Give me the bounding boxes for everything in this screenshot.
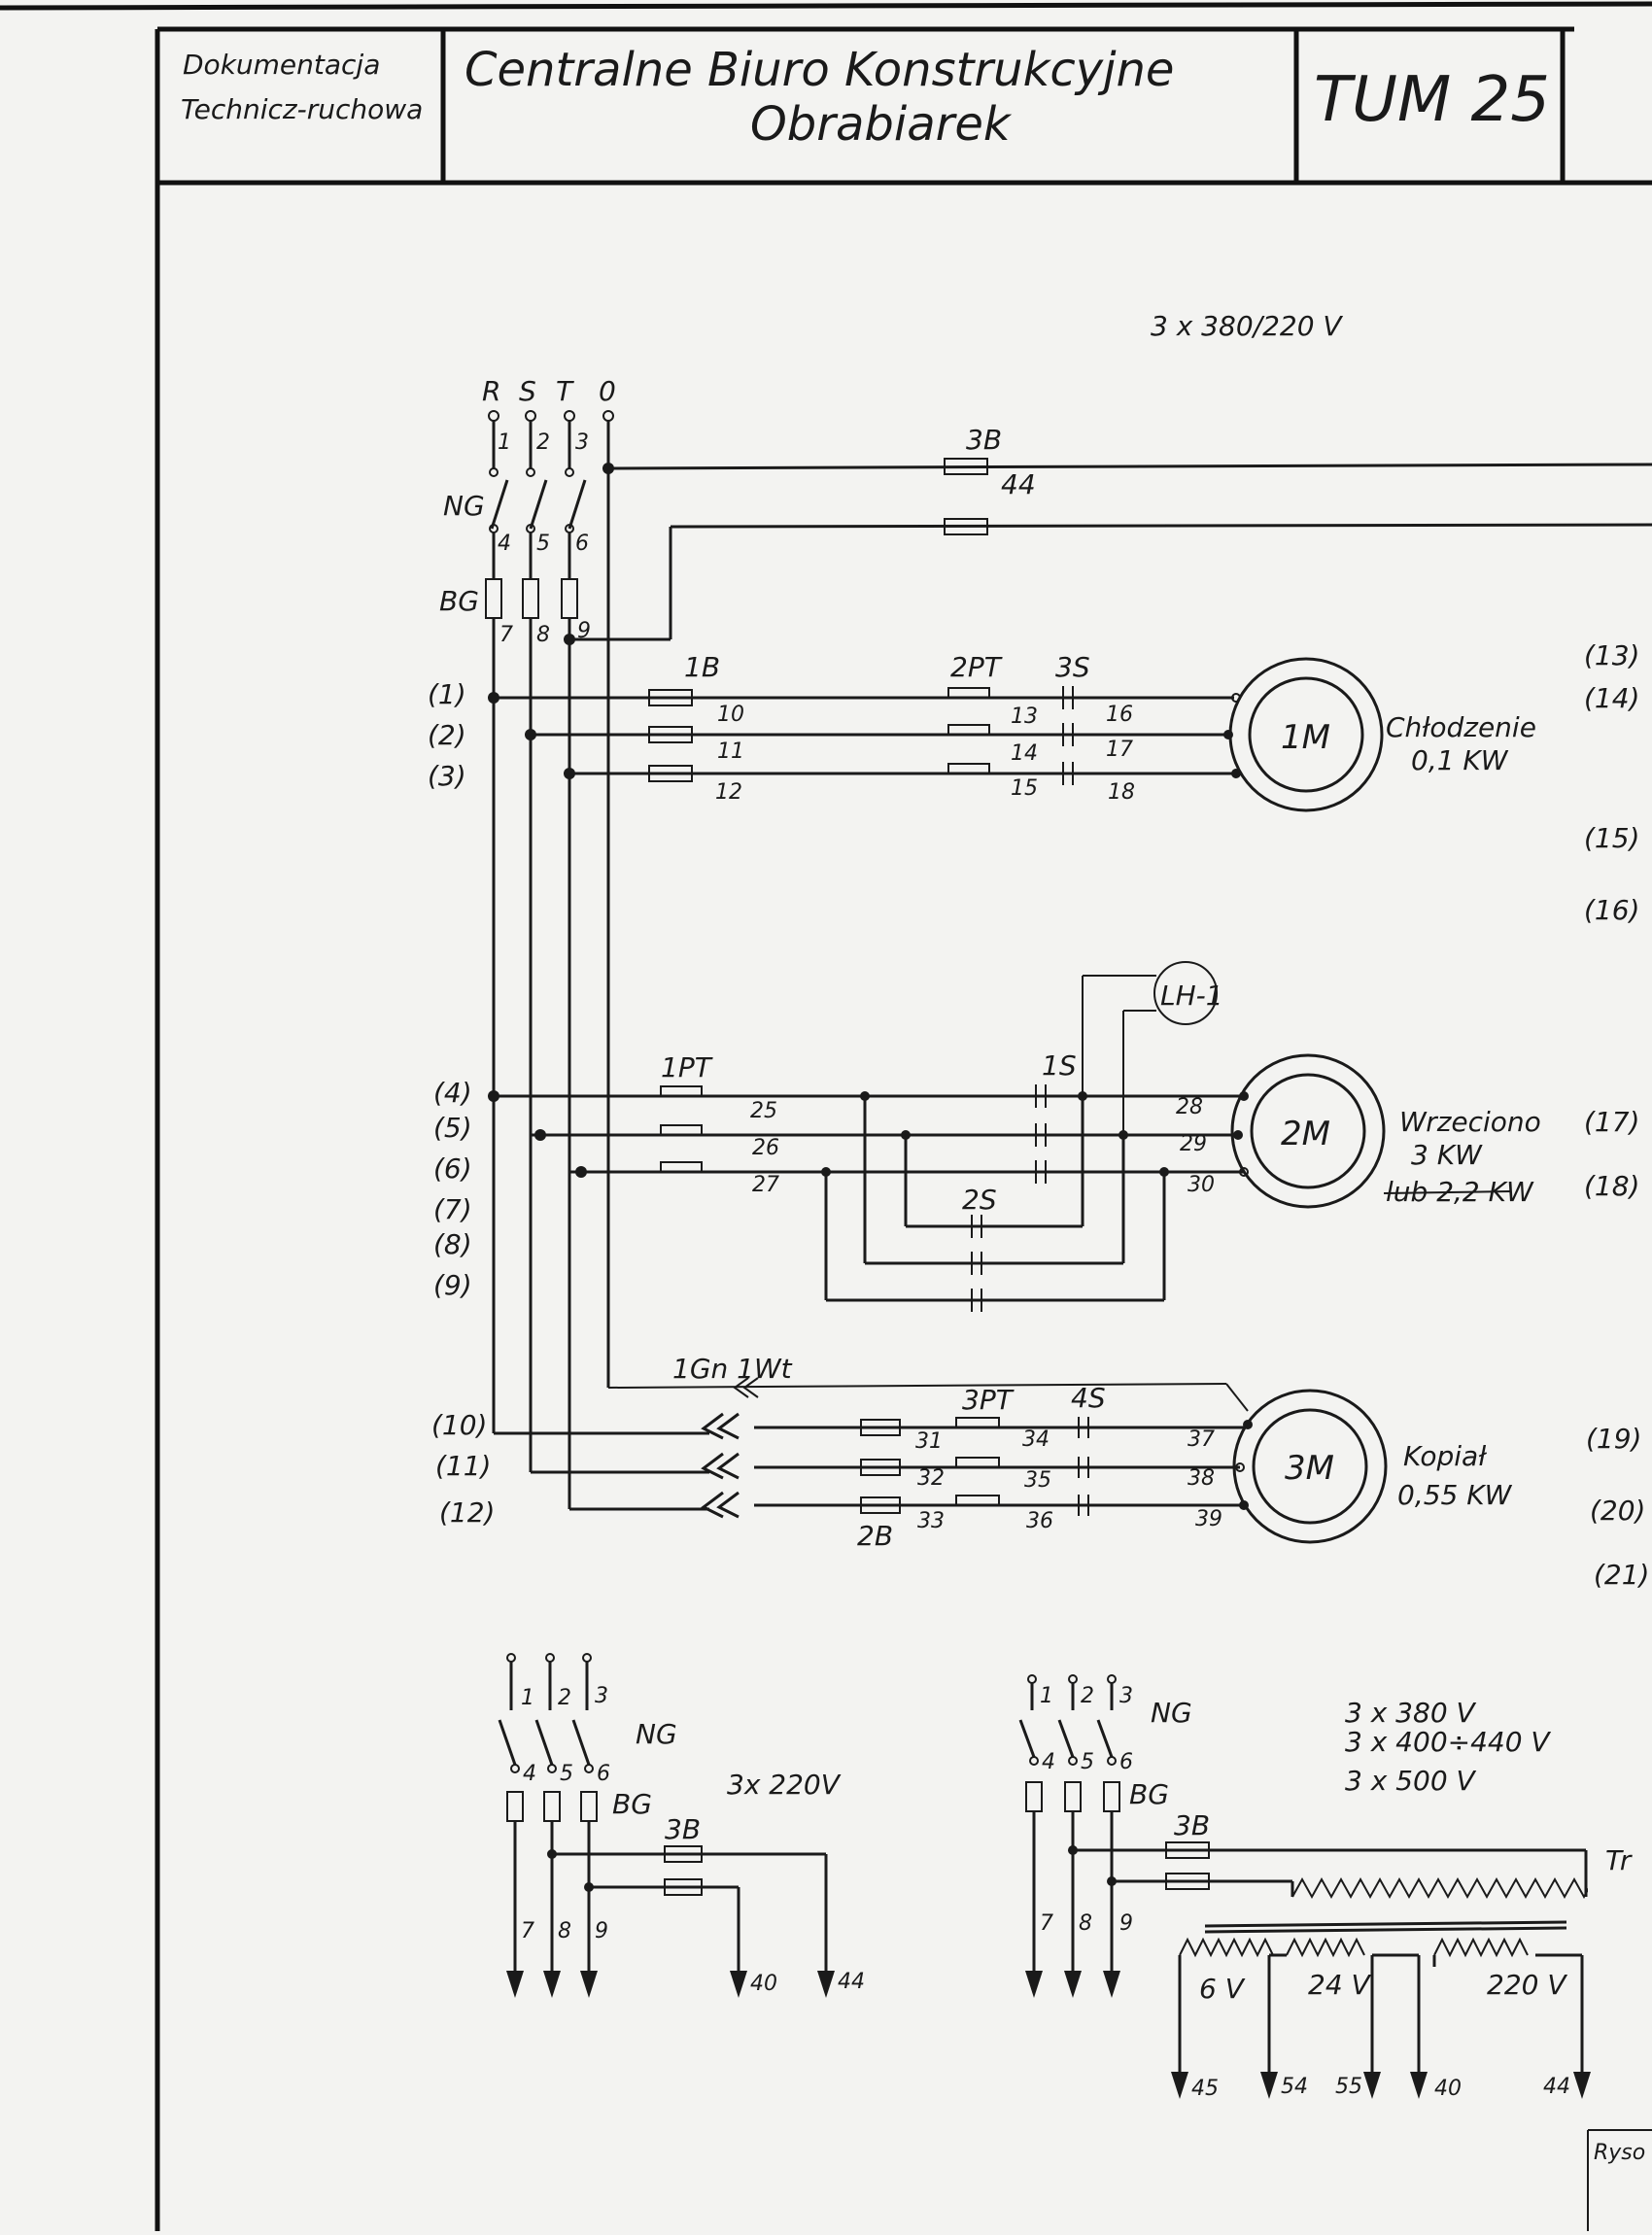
variant-b-switch-label: NG (1151, 1697, 1192, 1729)
main-supply (439, 310, 1652, 1509)
svg-text:35: 35 (1024, 1468, 1051, 1493)
svg-text:36: 36 (1026, 1509, 1053, 1533)
variant-b-control-fuse-label: 3B (1174, 1809, 1211, 1841)
variant-a-control-fuse-label: 3B (665, 1813, 702, 1845)
svg-text:27: 27 (752, 1173, 779, 1197)
variant-3x220v (499, 1654, 865, 1998)
motor-2m-circuit (488, 962, 1541, 1312)
svg-text:45: 45 (1191, 2077, 1219, 2101)
svg-text:14: 14 (1011, 741, 1038, 766)
motor1-relay-label: 2PT (950, 651, 1001, 683)
svg-text:54: 54 (1281, 2075, 1308, 2099)
secondary-220v (1434, 1940, 1528, 1955)
variant-a-out-44: 44 (838, 1970, 865, 1994)
motor-3m-power: 0,55 KW (1397, 1479, 1512, 1511)
secondary-24v-label: 24 V (1308, 1969, 1370, 2001)
variant-a-out-40: 40 (750, 1972, 777, 1996)
svg-text:10: 10 (717, 703, 744, 727)
svg-text:(2): (2) (428, 719, 466, 751)
motor-3m-circuit (494, 1353, 1513, 1552)
svg-text:55: 55 (1335, 2075, 1362, 2099)
right-references (1584, 639, 1649, 1591)
variant-a-switch-label: NG (636, 1718, 677, 1750)
svg-text:(13): (13) (1584, 639, 1640, 671)
svg-text:33: 33 (917, 1509, 945, 1533)
svg-text:17: 17 (1106, 738, 1133, 762)
variant-b-voltage-3: 3 x 500 V (1345, 1765, 1475, 1797)
transformer-primary (1292, 1879, 1652, 1897)
control-fuse-label: 3B (966, 424, 1003, 456)
svg-text:13: 13 (1011, 705, 1038, 729)
variant-b-fuses-label: BG (1129, 1778, 1169, 1810)
svg-text:1: 1 (1040, 1684, 1053, 1708)
motor2-contactor-fwd-label: 1S (1042, 1049, 1077, 1082)
svg-text:8: 8 (558, 1919, 571, 1943)
svg-text:38: 38 (1187, 1466, 1215, 1491)
motor1-fuse-label: 1B (684, 651, 721, 683)
svg-text:(6): (6) (433, 1152, 472, 1185)
transformer-label: Tr (1605, 1844, 1632, 1876)
doc-type-line1: Dokumentacja (183, 49, 381, 81)
svg-text:(11): (11) (435, 1450, 492, 1482)
svg-text:5: 5 (536, 532, 550, 556)
org-name-line1: Centralne Biuro Konstrukcyjne (465, 43, 1175, 97)
footer-partial-label: Ryso (1594, 2141, 1646, 2165)
svg-text:6: 6 (575, 532, 589, 556)
motor-2m-id: 2M (1281, 1115, 1330, 1153)
motor2-relay-label: 1PT (661, 1051, 711, 1083)
motor-3m-id: 3M (1285, 1449, 1334, 1488)
svg-text:5: 5 (1081, 1750, 1094, 1774)
phase-s-label: S (519, 375, 536, 407)
main-switch-ng (443, 468, 585, 533)
svg-text:28: 28 (1176, 1095, 1203, 1119)
svg-text:11: 11 (717, 739, 744, 764)
svg-text:3: 3 (595, 1684, 608, 1708)
svg-text:9: 9 (577, 619, 591, 643)
svg-text:(18): (18) (1584, 1170, 1640, 1202)
motor3-plug-label: 1Gn 1Wt (672, 1353, 792, 1385)
control-wire-number: 44 (1001, 468, 1036, 500)
org-name-line2: Obrabiarek (750, 97, 1011, 152)
svg-text:(7): (7) (433, 1193, 472, 1225)
motor-1m-name: Chłodzenie (1386, 711, 1536, 743)
svg-text:4: 4 (523, 1762, 536, 1786)
phase-r-label: R (482, 375, 501, 407)
svg-text:(19): (19) (1586, 1423, 1642, 1455)
motor1-contactor-label: 3S (1055, 651, 1090, 683)
svg-text:6: 6 (597, 1762, 610, 1786)
svg-text:(20): (20) (1590, 1495, 1646, 1527)
variant-a-voltage: 3x 220V (727, 1769, 840, 1801)
svg-text:4: 4 (1042, 1750, 1055, 1774)
svg-text:44: 44 (1543, 2075, 1570, 2099)
svg-text:(21): (21) (1594, 1559, 1650, 1591)
svg-text:6: 6 (1119, 1750, 1133, 1774)
svg-text:31: 31 (915, 1429, 943, 1454)
svg-text:5: 5 (560, 1762, 573, 1786)
svg-text:29: 29 (1180, 1132, 1207, 1156)
motor-3m-name: Kopiał (1403, 1440, 1487, 1472)
variant-a-fuses-label: BG (612, 1788, 652, 1820)
svg-text:(17): (17) (1584, 1106, 1640, 1138)
svg-text:7: 7 (499, 623, 513, 647)
doc-type-line2: Technicz-ruchowa (181, 93, 424, 125)
svg-text:37: 37 (1187, 1427, 1215, 1452)
svg-text:34: 34 (1022, 1427, 1050, 1452)
svg-text:8: 8 (1079, 1911, 1092, 1936)
svg-text:12: 12 (715, 780, 742, 805)
motor-1m-circuit (488, 651, 1536, 810)
secondary-24v (1287, 1940, 1364, 1955)
svg-text:1: 1 (521, 1686, 534, 1710)
svg-text:7: 7 (1040, 1911, 1053, 1936)
svg-text:39: 39 (1195, 1507, 1222, 1531)
model-number: TUM 25 (1314, 64, 1550, 136)
variant-b-voltage-1: 3 x 380 V (1345, 1697, 1475, 1729)
motor3-fuse-label: 2B (857, 1520, 894, 1552)
svg-text:30: 30 (1187, 1173, 1215, 1197)
svg-text:1: 1 (498, 430, 511, 455)
secondary-6v (1180, 1940, 1273, 1955)
phase-t-label: T (556, 375, 573, 407)
motor-2m-power: 3 KW (1411, 1139, 1482, 1171)
svg-text:(16): (16) (1584, 894, 1640, 926)
left-references (428, 678, 495, 1529)
secondary-220v-label: 220 V (1487, 1969, 1566, 2001)
svg-text:(10): (10) (431, 1409, 488, 1441)
motor-1m-id: 1M (1281, 718, 1330, 757)
motor-2m-name: Wrzeciono (1399, 1106, 1541, 1138)
motor-1m-power: 0,1 KW (1411, 744, 1508, 776)
svg-text:(15): (15) (1584, 822, 1640, 854)
svg-text:(14): (14) (1584, 682, 1640, 714)
main-fuses-bg (439, 579, 577, 618)
svg-text:15: 15 (1011, 776, 1038, 801)
svg-text:9: 9 (1119, 1911, 1133, 1936)
svg-text:26: 26 (752, 1136, 779, 1160)
svg-text:7: 7 (521, 1919, 534, 1943)
svg-text:18: 18 (1108, 780, 1135, 805)
variant-b-voltage-2: 3 x 400÷440 V (1345, 1726, 1550, 1758)
svg-text:9: 9 (595, 1919, 608, 1943)
svg-text:3: 3 (1119, 1684, 1133, 1708)
svg-text:(1): (1) (428, 678, 466, 710)
motor-2m-power-alt: lub 2,2 KW (1386, 1176, 1533, 1208)
phase-0-label: 0 (599, 375, 616, 407)
main-fuses-label: BG (439, 585, 479, 617)
svg-text:40: 40 (1434, 2077, 1462, 2101)
svg-text:25: 25 (750, 1099, 777, 1123)
svg-text:(9): (9) (433, 1269, 472, 1301)
svg-text:(8): (8) (433, 1228, 472, 1260)
footer-corner (1588, 2130, 1652, 2231)
motor3-relay-label: 3PT (962, 1384, 1013, 1416)
svg-text:(4): (4) (433, 1077, 472, 1109)
svg-text:4: 4 (498, 532, 511, 556)
svg-text:(3): (3) (428, 760, 466, 792)
svg-text:2: 2 (1081, 1684, 1094, 1708)
main-switch-label: NG (443, 490, 485, 522)
limit-switch-label: LH-1 (1160, 980, 1223, 1012)
svg-text:2: 2 (558, 1686, 571, 1710)
svg-text:3: 3 (575, 430, 589, 455)
svg-text:(5): (5) (433, 1112, 472, 1144)
variant-transformer (1020, 1675, 1652, 2101)
svg-text:2: 2 (536, 430, 550, 455)
svg-text:(12): (12) (439, 1496, 496, 1529)
svg-text:32: 32 (917, 1466, 945, 1491)
svg-text:8: 8 (536, 623, 550, 647)
motor2-contactor-rev-label: 2S (962, 1184, 997, 1216)
motor3-contactor-label: 4S (1071, 1382, 1106, 1414)
secondary-6v-label: 6 V (1199, 1973, 1244, 2005)
supply-voltage: 3 x 380/220 V (1151, 310, 1342, 342)
svg-text:16: 16 (1106, 703, 1133, 727)
